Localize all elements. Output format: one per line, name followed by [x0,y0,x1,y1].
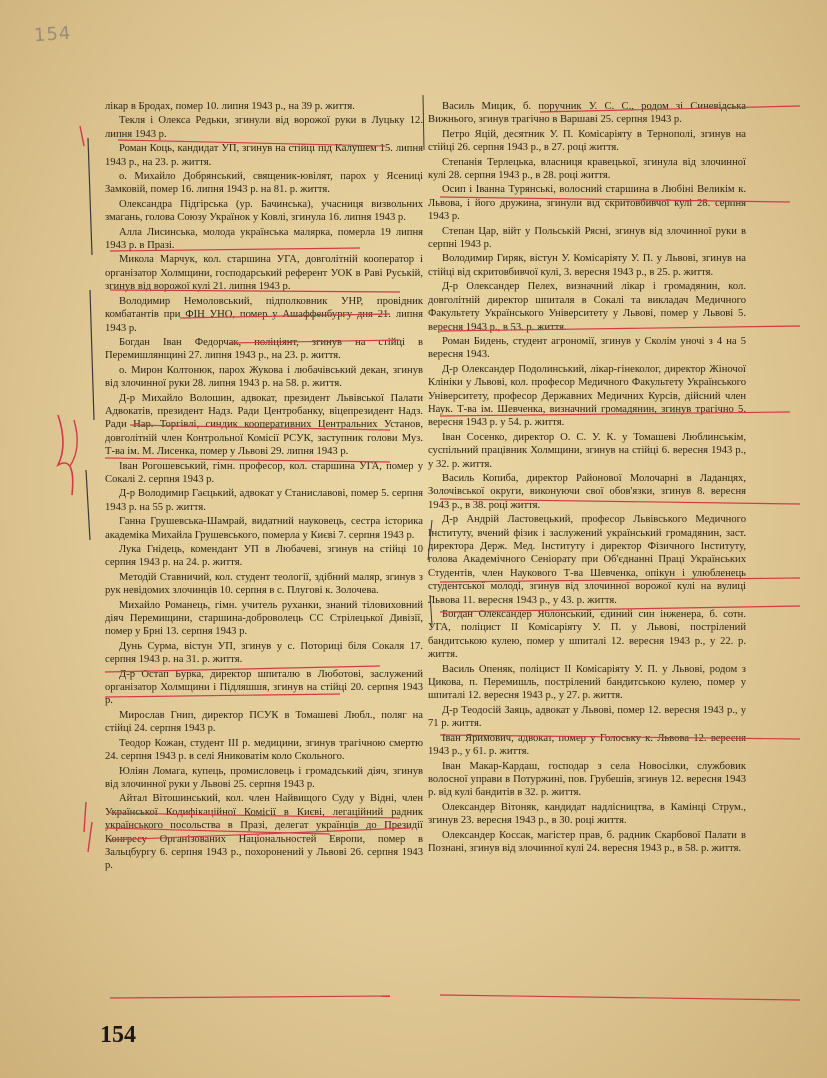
obituary-entry: Ганна Грушевська-Шамрай, видатний науковець, сестра історика академіка Михайла Грушевського, померла у Києві 7. серпня 1943 р. [105,516,423,541]
obituary-entry: Лука Гнідець, комендант УП в Любачеві, згинув на стійці 10 серпня 1943 р. на 24. р. життя. [105,544,423,569]
obituary-entry: Іван Рогошевський, гімн. професор, кол. старшина УГА, помер у Сокалі 2. серпня 1943 р. [105,460,423,485]
obituary-entry: Володимир Гиряк, вістун У. Комісаріяту У. П. у Львові, згинув на стійці від скритовбивчої кулі, 3. вересня 1943 р., в 25. р. життя. [428,253,746,278]
obituary-entry: Михайло Романець, гімн. учитель руханки, знаний тіловиховний діяч Перемищини, старшина-доброволець СС Стрілецької Дивізії, помер у Брні 13. серпня 1943 р. [105,599,423,638]
obituary-entry: о. Мирон Колтонюк, парох Жукова і любачівський декан, згинув від злочинної руки 28. липня 1943 р. на 58. р. життя. [105,364,423,390]
obituary-entry: Д-р Теодосій Заяць, адвокат у Львові, помер 12. вересня 1943 р., у 71 р. життя. [428,704,746,730]
obituary-entry: Олександра Підгірська (ур. Бачинська), учасниця визвольних змагань, голова Союзу Українок у Ковлі, згинула 16. липня 1943 р. [105,198,423,224]
margin-bracket-line [90,290,94,420]
margin-bracket-line [86,470,90,540]
obituary-entry: Іван Сосенко, директор О. С. У. К. у Томашеві Люблинськім, суспільний працівник Холмщини, згинув на стійці 6. вересня 1943 р., у 32. р. життя. [428,431,746,470]
obituary-entry: Мирослав Гнип, директор ПСУК в Томашеві Любл., поляг на стійці 24. серпня 1943 р. [105,709,423,735]
obituary-entry: Микола Марчук, кол. старшина УГА, довголітній кооператор і організатор Холмщини, господарський референт УОК в Раві Руській, згинув від ворожої кулі 21. липня 1943 р. [105,254,423,293]
obituary-entry: Теодор Кожан, студент III р. медицини, згинув трагічною смертю 24. серпня 1943 р. в селі Яниковатім коло Скольного. [105,737,423,763]
obituary-entry: Петро Яцій, десятник У. П. Комісаріяту в Тернополі, згинув на стійці 26. серпня 1943 р., в 27. році життя. [428,128,746,154]
obituary-entry: Д-р Володимир Гаєцький, адвокат у Станиславові, помер 5. серпня 1943 р. на 55 р. життя. [105,488,423,513]
obituary-entry: лікар в Бродах, помер 10. липня 1943 р., на 39 р. життя. [105,101,355,112]
red-margin-mark [70,420,77,466]
pencil-note: 154 [33,22,73,47]
obituary-entry: Василь Копиба, директор Районової Молочарні в Ладанцях, Золочівської округи, виконуючи свої обов'язки, згинув 8. вересня 1943 р., в 38. році життя. [428,472,746,511]
red-margin-mark [84,802,86,832]
obituary-entry: Степан Цар, війт у Польській Рясні, згинув від злочинної руки в серпні 1943 р. [428,225,746,251]
obituary-entry: о. Михайло Добрянський, священик-ювілят, парох у Ясениці Замковій, помер 16. липня 1943 р. на 81. р. життя. [105,171,423,196]
red-underline [440,995,800,1000]
margin-bracket-line [88,138,92,255]
obituary-entry: Богдан Олександер Яблонський, єдиний син інженера, б. сотн. УГА, поліцист II Комісаріяту У. П. у Львові, пострілений бандитською кулею, помер у шпиталі 12. вересня 1943 р., у 22. р. життя. [428,609,746,661]
page-number: 154 [100,1022,136,1048]
obituary-entry: Д-р Олександер Подолинський, лікар-гінеколог, директор Жіночої Клініки у Львові, кол. професор Медичного Факультету Українського Університету, професор Державних Медичних Курсів, дійсний член Наук. Т-ва ім. Шевченка, визначний громадянин, згинув трагічно 5. вересня 1943 р. у 54. р. життя. [428,363,746,429]
red-margin-mark [88,822,92,852]
obituary-entry: Айтал Вітошинський, кол. член Найвищого Суду у Відні, член Української Кодифікаційної Комісії в Києві, легаційний радник українського посольства в Празі, делегат українців до Президії Конгресу Організованих Національностей Европи, помер в Зальцбургу 6. серпня 1943 р., похоронений у Львові 26. серпня 1943 р. [105,793,423,872]
obituary-entry: Осип і Іванна Турянські, волосний старшина в Любіні Великім к. Львова, і його дружина, згинули від скритовбивчої кулі 28. серпня 1943 р. [428,184,746,223]
red-underline [110,996,390,998]
obituary-entry: Олександер Вітоняк, кандидат надлісництва, в Камінці Струм., згинув 23. вересня 1943 р., в 30. році життя. [428,801,746,827]
obituary-entry: Василь Мицик, б. поручник У. С. С., родом зі Синевідська Вижнього, згинув трагічно в Варшаві 25. серпня 1943 р. [428,101,746,126]
obituary-entry: Юліян Ломага, купець, промисловець і громадський діяч, згинув від злочинної руки у Львові 25. серпня 1943 р. [105,765,423,790]
red-margin-mark [58,415,73,495]
obituary-entry: Володимир Немоловський, підполковник УНР, провідник комбатантів при ФІН УНО, помер у Ашаффенбургу дня 21. липня 1943 р. [105,295,423,334]
obituary-entry: Д-р Олександер Пелех, визначний лікар і громадянин, кол. довголітній директор шпиталя в Сокалі та викладач Медичного Факультету Українського Університету у Львові, помер у Львові 5. вересня 1943 р., в 53. р. життя. [428,281,746,333]
obituary-entry: Степанія Терлецька, власниця кравецької, згинула від злочинної кулі 28. серпня 1943 р., в 28. році життя. [428,156,746,182]
obituary-entry: Алла Лисинська, молода українська малярка, померла 19 липня 1943 р. в Празі. [105,226,423,252]
obituary-entry: Василь Опеняк, поліцист II Комісаріяту У. П. у Львові, родом з Цикова, п. Перемишль, пострілений бандитською кулею, помер у шпиталі 12. вересня 1943 р., у 27. р. життя. [428,663,746,702]
obituary-entry: Д-р Остап Бурка, директор шпиталю в Люботові, заслужений організатор Холмщини і Підляшшя, згинув на стійці 20. серпня 1943 р. [105,668,423,707]
obituary-entry: Олександер Коссак, магістер прав, б. радник Скарбової Палати в Познані, згинув від злочинної кулі 24. вересня 1943 р., в 58. р. життя. [428,829,746,854]
red-margin-mark [80,126,84,146]
obituary-entry: Богдан Іван Федорчак, поліціянт, згинув на стійці в Перемишлянщині 27. липня 1943 р., на 23. р. життя. [105,336,423,362]
obituary-entry: Іван Яримович, адвокат, помер у Голоську к. Львова 12. вересня 1943 р., у 61. р. життя. [428,732,746,758]
obituary-entry: Роман Коць, кандидат УП, згинув на стійці під Калушем 15. липня 1943 р., на 23. р. життя. [105,143,423,168]
obituary-entry: Роман Бидень, студент агрономії, згинув у Сколім уночі з 4 на 5 вересня 1943. [428,335,746,361]
left-column [105,100,423,874]
obituary-entry: Текля і Олекса Редьки, згинули від ворожої руки в Луцьку 12. липня 1943 р. [105,115,423,140]
obituary-entry: Іван Макар-Кардаш, господар з села Новосілки, службовик волосної управи в Потуржині, пов. Грубешів, згинув 12. вересня 1943 р. від кулі бандитів в 32. р. життя. [428,760,746,799]
obituary-entry: Методій Ставничий, кол. студент теології, здібний маляр, згинув з рук невідомих злочинців 10. серпня в с. Плугові к. Золочева. [105,571,423,597]
column-pencil-line [423,95,424,150]
right-column [428,100,746,856]
obituary-entry: Д-р Андрій Ластовецький, професор Львівського Медичного Інституту, вчений фізик і заслужений український громадянин, заст. директора Держ. Мед. Інституту і директор Фізичного Інституту, голова Академічного Сеніорату при Об'єднанні Праці Українських Студентів, член Наукового Т-ва Шевченка, опікун і улюбленець студентської молоді, згинув від злочинної ворожої кулі на вулиці Львова 11. вересня 1943 р., у 43. р. життя. [428,514,746,606]
obituary-entry: Д-р Михайло Волошин, адвокат, президент Львівської Палати Адвокатів, президент Надз. Ради Центробанку, віцепрезидент Надз. Ради Нар. Торгівлі, синдик кооперативних Центральних Установ, довголітній член Контрольної Комісії РСУК, заступник голови Муз. Т-ва ім. М. Лисенка, помер у Львові 29. липня 1943 р. [105,392,423,458]
obituary-entry: Дунь Сурма, вістун УП, згинув у с. Поториці біля Сокаля 17. серпня 1943 р. на 31. р. життя. [105,640,423,666]
